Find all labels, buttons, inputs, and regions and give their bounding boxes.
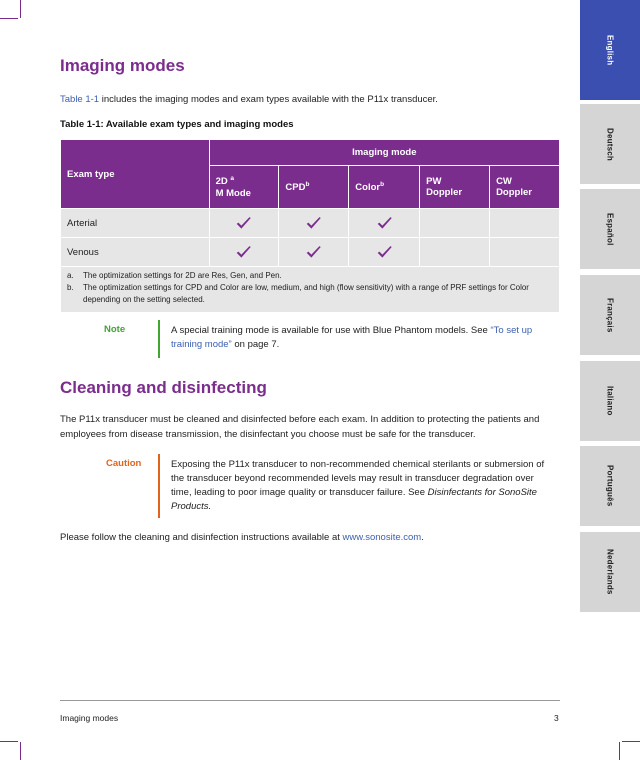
section-title: Cleaning and disinfecting <box>60 378 267 397</box>
page-number: 3 <box>554 713 559 723</box>
note-label: Note <box>104 324 126 335</box>
closing-text: Please follow the cleaning and disinfection instructions available at www.sonosite.com. <box>60 532 424 543</box>
mode-cell <box>420 238 490 267</box>
lang-tab-italiano[interactable]: Italiano <box>580 361 640 441</box>
check-icon <box>376 215 393 232</box>
exam-cell: Venous <box>61 238 210 267</box>
exam-cell: Arterial <box>61 209 210 238</box>
footnote: a. The optimization settings for 2D are Res, Gen, and Pen. <box>67 271 282 280</box>
lang-tab-nederlands[interactable]: Nederlands <box>580 532 640 612</box>
intro-text: Table 1-1 includes the imaging modes and exam types available with the P11x transducer. <box>60 94 438 105</box>
lang-tab-deutsch[interactable]: Deutsch <box>580 104 640 184</box>
mode-header-cpd: CPD$^b$ <box>279 166 349 209</box>
crop-mark <box>0 18 18 19</box>
check-icon <box>305 244 322 261</box>
sonosite-link[interactable]: www.sonosite.com <box>342 532 422 543</box>
training-mode-link[interactable]: “To set up training mode” <box>171 325 533 350</box>
mode-cell <box>490 238 560 267</box>
check-icon <box>305 215 322 232</box>
footnote: b. The optimization settings for CPD and Color are low, medium, and high (flow sensitivity) with a range of PRF settings for Color depending on the setting selected. <box>67 283 529 304</box>
exam-type-header: Exam type <box>61 140 210 209</box>
mode-cell <box>279 238 349 267</box>
page-title: Imaging modes <box>60 56 185 75</box>
lang-tab-francais[interactable]: Français <box>580 275 640 355</box>
mode-header-cw: CW Doppler <box>490 166 560 209</box>
note-divider <box>158 320 160 358</box>
crop-mark <box>0 741 18 742</box>
caution-divider <box>158 454 160 518</box>
check-icon <box>235 215 252 232</box>
mode-cell <box>209 238 279 267</box>
caution-label: Caution <box>106 458 142 469</box>
footer-section-name: Imaging modes <box>60 713 119 723</box>
mode-header-color: Color$^b$ <box>349 166 420 209</box>
imaging-mode-header: Imaging mode <box>209 140 559 166</box>
mode-header-2d: 2D $^a$ M Mode <box>209 166 279 209</box>
lang-tab-portugues[interactable]: Português <box>580 446 640 526</box>
table-row <box>61 209 560 238</box>
mode-cell <box>349 209 420 238</box>
crop-mark <box>20 0 21 18</box>
mode-cell <box>279 209 349 238</box>
mode-cell <box>209 209 279 238</box>
check-icon <box>376 244 393 261</box>
crop-mark <box>622 741 640 742</box>
mode-cell <box>349 238 420 267</box>
check-icon <box>235 244 252 261</box>
table-row <box>61 238 560 267</box>
mode-header-pw: PW Doppler <box>420 166 490 209</box>
note-text: A special training mode is available for use with Blue Phantom models. See “To set up training mode” on page 7. <box>171 325 533 350</box>
exam-modes-table <box>60 139 560 313</box>
lang-tab-espanol[interactable]: Español <box>580 189 640 269</box>
footer-divider <box>60 700 560 701</box>
table-caption: Table 1-1: Available exam types and imaging modes <box>60 119 294 130</box>
caution-text: Exposing the P11x transducer to non-recommended chemical sterilants or submersion of the transducer beyond recommended levels may result in transducer degradation over time, leading to poor image quality or transducer failure. See Disinfectants for SonoSite Products. <box>171 459 545 512</box>
table-footnotes <box>61 267 560 313</box>
table-link[interactable]: Table 1-1 <box>60 94 100 105</box>
crop-mark <box>20 742 21 760</box>
cleaning-paragraph: The P11x transducer must be cleaned and disinfected before each exam. In addition to protecting the patients and employees from disease transmission, the disinfectant you choose must be safe for the transducer. <box>60 414 540 440</box>
mode-cell <box>490 209 560 238</box>
lang-tab-english[interactable]: English <box>580 0 640 100</box>
mode-cell <box>420 209 490 238</box>
crop-mark <box>619 742 620 760</box>
